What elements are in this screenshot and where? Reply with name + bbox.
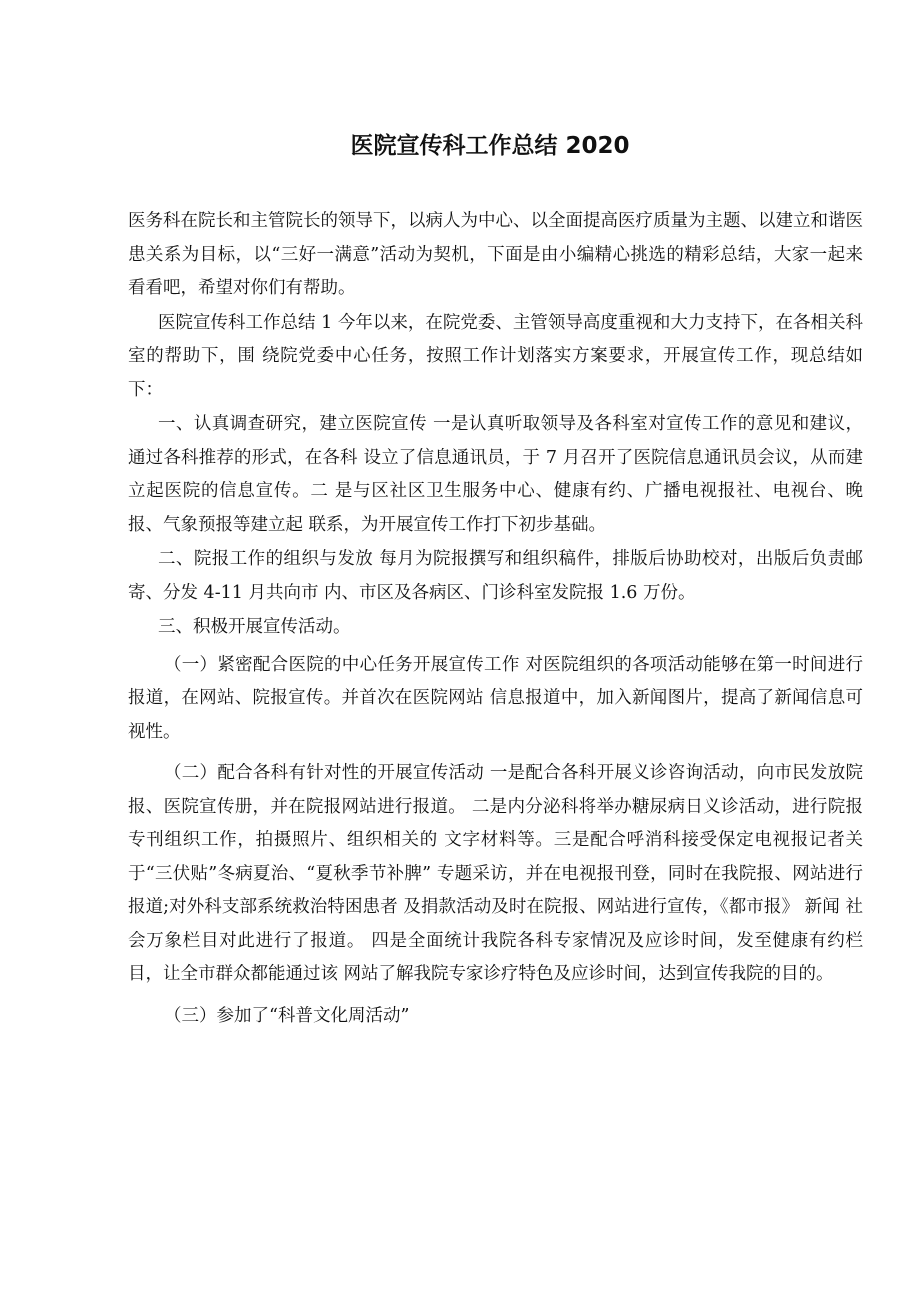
document-title: 医院宣传科工作总结 2020	[350, 133, 630, 159]
subsection-two-paragraph: （二）配合各科有针对性的开展宣传活动 一是配合各科开展义诊咨询活动，向市民发放院报、医院宣传册，并在院报网站进行报道。 二是内分泌科将举办糖尿病日义诊活动，进行院报专刊组织工作，拍摄照片、组织相关的 文字材料等。三是配合呼消科接受保定电视报记者关于“三伏贴”冬病夏治、“夏秋季节补脾” 专题采访，并在电视报刊登，同时在我院报、网站进行报道;对外科支部系统救治特困患者 及捐款活动及时在院报、网站进行宣传，《都市报》 新闻 社会万象栏目对此进行了报道。 四是全面统计我院各科专家情况及应诊时间，发至健康有约栏目，让全市群众都能通过该 网站了解我院专家诊疗特色及应诊时间，达到宣传我院的目的。	[128, 763, 863, 984]
intro-paragraph: 医务科在院长和主管院长的领导下，以病人为中心、以全面提高医疗质量为主题、以建立和谐医患关系为目标，以“三好一满意”活动为契机，下面是由小编精心挑选的精彩总结，大家一起来看看吧，希望对你们有帮助。	[128, 211, 863, 298]
section-three-heading: 三、积极开展宣传活动。	[158, 617, 351, 637]
summary-paragraph: 医院宣传科工作总结 1 今年以来，在院党委、主管领导高度重视和大力支持下，在各相关科室的帮助下，围 绕院党委中心任务，按照工作计划落实方案要求，开展宣传工作，现总结如下：	[128, 312, 863, 400]
section-one-paragraph: 一、认真调查研究，建立医院宣传 一是认真听取领导及各科室对宣传工作的意见和建议，通过各科推荐的形式，在各科 设立了信息通讯员，于 7 月召开了医院信息通讯员会议，从而建立起医院的信息宣传。二 是与区社区卫生服务中心、健康有约、广播电视报社、电视台、晚报、气象预报等建立起 联系，为开展宣传工作打下初步基础。	[128, 414, 863, 535]
document-body	[128, 205, 863, 1033]
subsection-one-paragraph: （一）紧密配合医院的中心任务开展宣传工作 对医院组织的各项活动能够在第一时间进行报道，在网站、院报宣传。并首次在医院网站 信息报道中，加入新闻图片，提高了新闻信息可视性。	[128, 654, 863, 742]
section-two-paragraph: 二、院报工作的组织与发放 每月为院报撰写和组织稿件，排版后协助校对，出版后负责邮寄、分发 4-11 月共向市 内、市区及各病区、门诊科室发院报 1.6 万份。	[128, 549, 863, 603]
subsection-three-paragraph: （三）参加了“科普文化周活动”	[164, 1005, 410, 1026]
